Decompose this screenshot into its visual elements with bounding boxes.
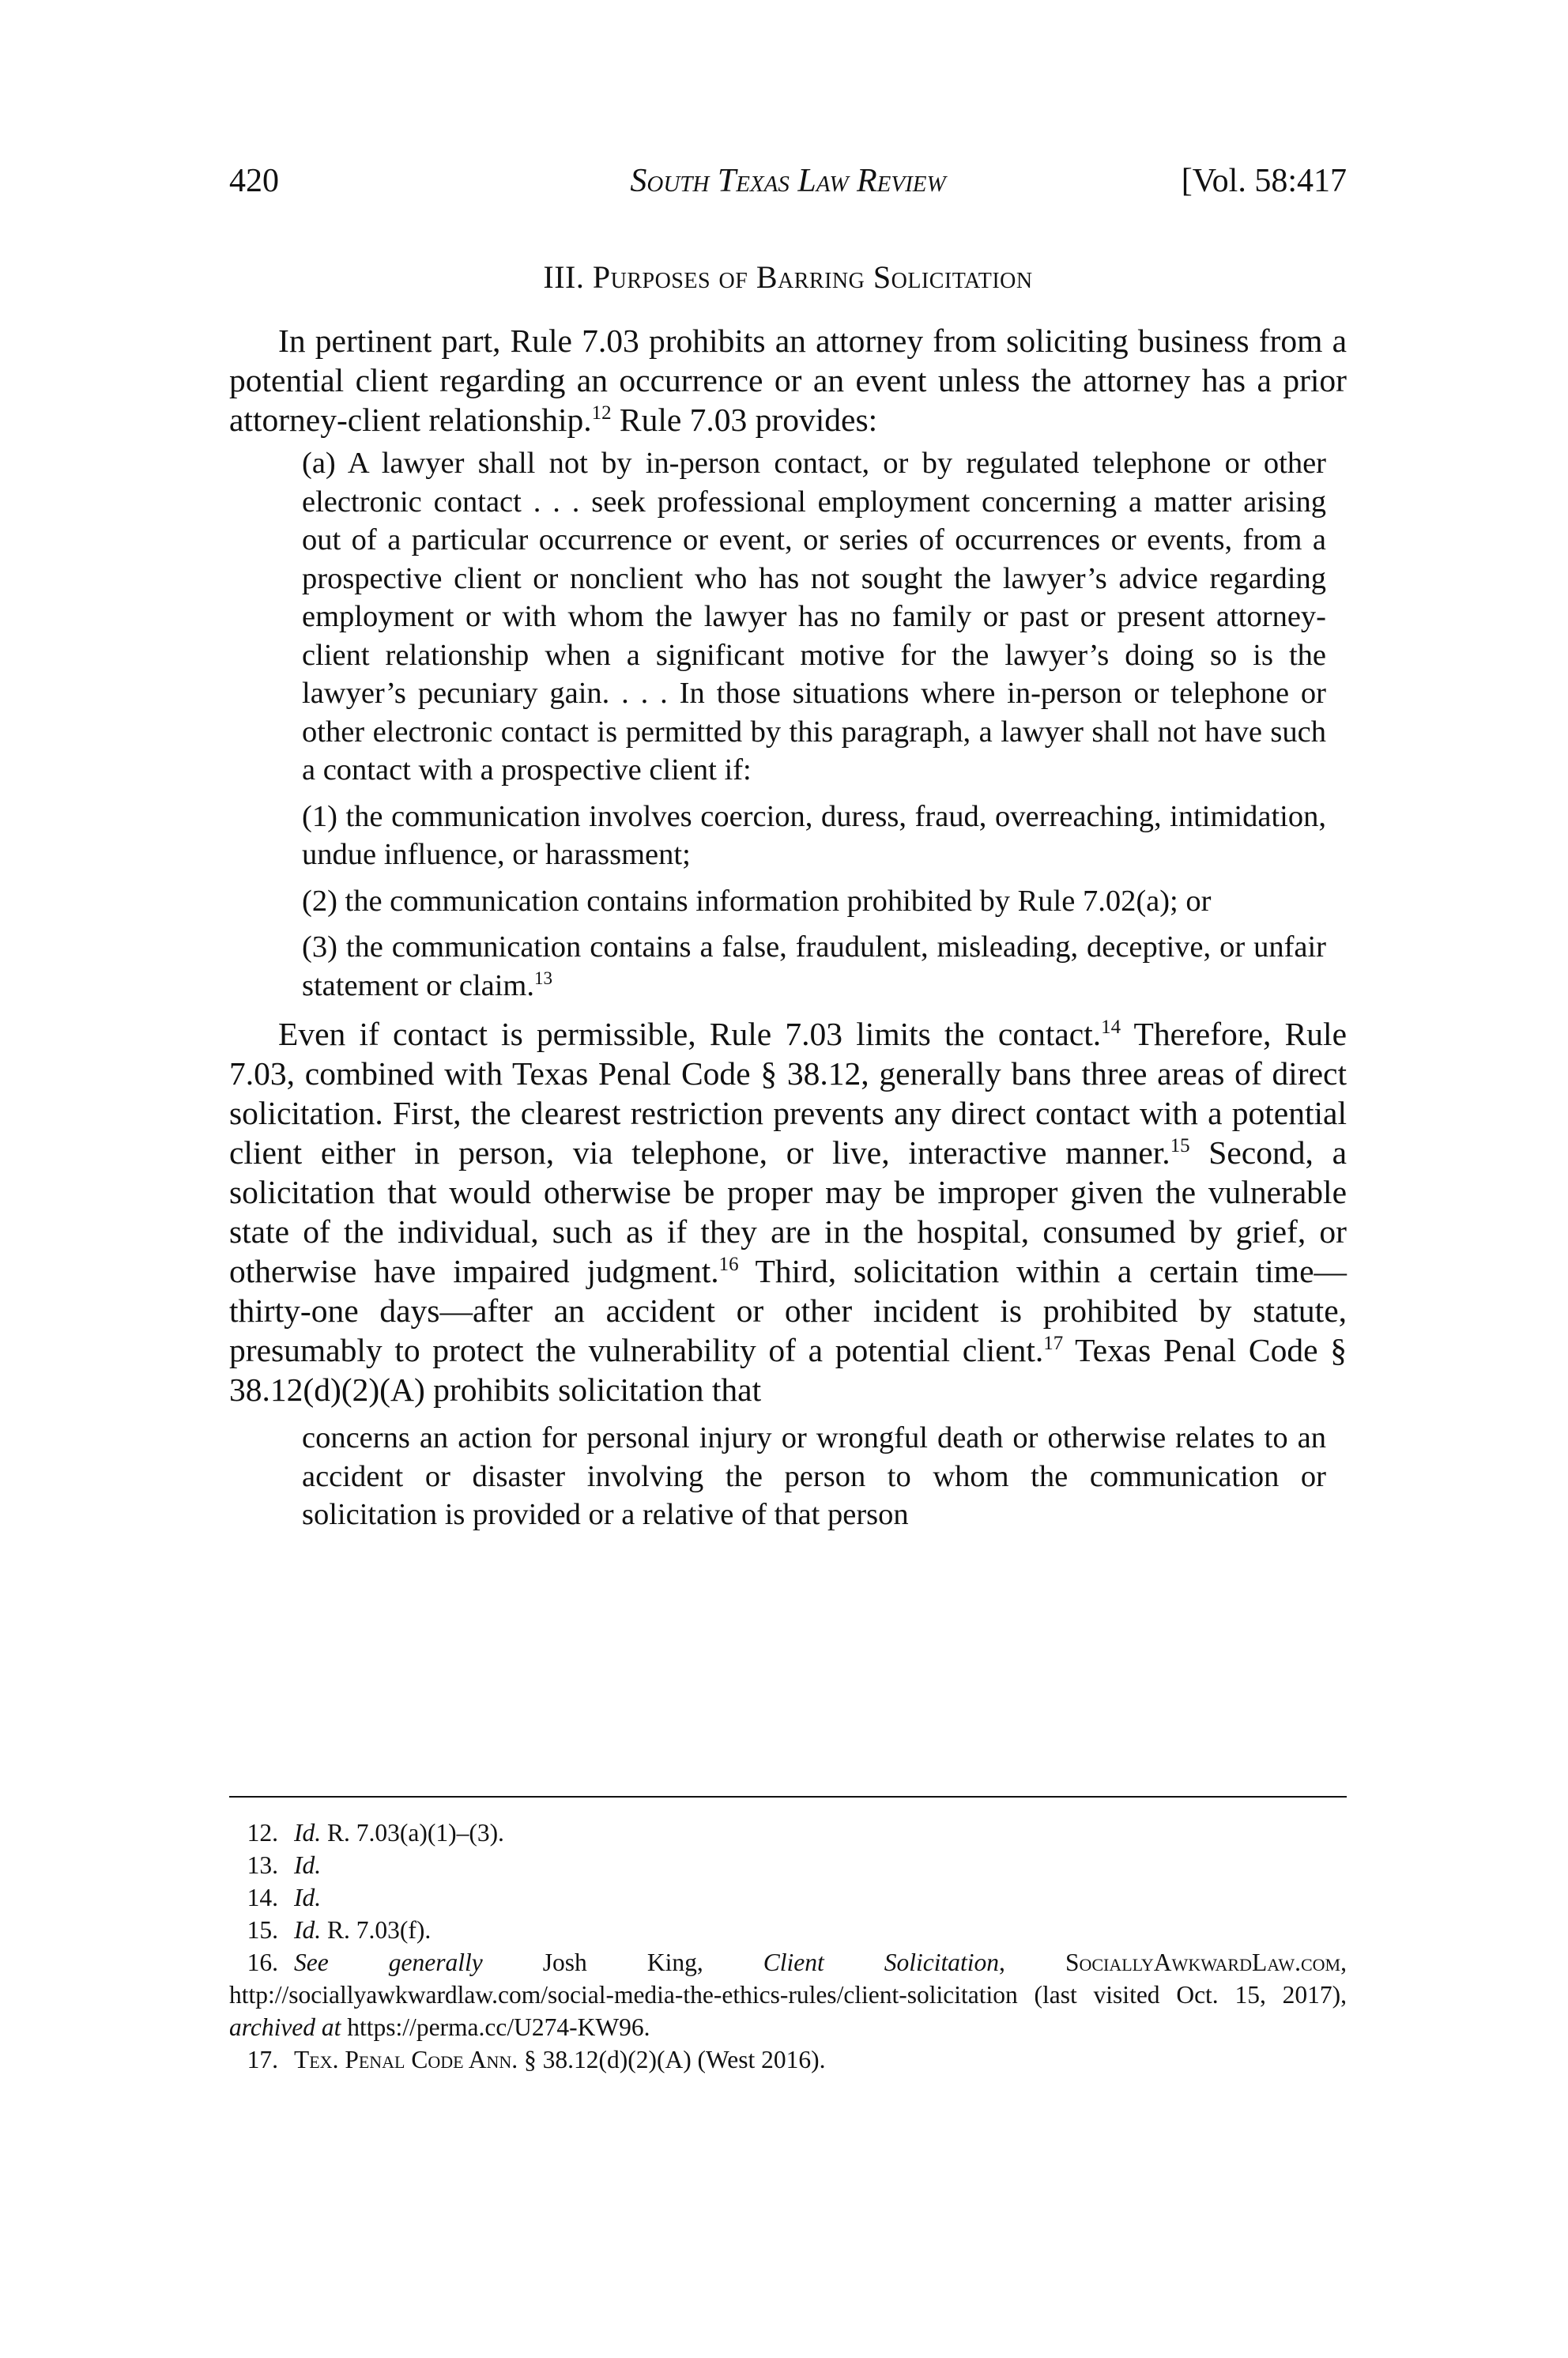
footnote-text: See generally (294, 1949, 483, 1976)
footnote-text: Id. (294, 1884, 322, 1911)
volume-citation: [Vol. 58:417 (1181, 163, 1347, 199)
footnote-12 (229, 1817, 1347, 1849)
para2-text-d: Third, solicitation within a certain time—thirty-one days—after an accident or other incident is prohibited by statute, presumably to protect the vulnerability of a potential client. (229, 1253, 1347, 1368)
footnote-text: Client Solicitation (763, 1949, 1000, 1976)
footnote-text: archived at (229, 2013, 341, 2041)
footnote-number: 12. (247, 1819, 278, 1847)
footnote-divider (229, 1796, 1347, 1798)
footnote-ref-15: 15 (1170, 1135, 1190, 1157)
footnote-13 (229, 1849, 1347, 1881)
footnotes (229, 1817, 1347, 2076)
footnote-number: 15. (247, 1916, 278, 1944)
footnote-text: , (999, 1949, 1065, 1976)
quote-subsection-a: (a) A lawyer shall not by in-person contact, or by regulated telephone or other electronic contact . . . seek professional employment concerning a matter arising out of a particular occurrence or event, or series of occurrences or events, from a prospective client or nonclient who has not sought the lawyer’s advice regarding employment or with whom the lawyer has no family or past or present attorney-client relationship when a significant motive for the lawyer’s doing so is the lawyer’s pecuniary gain. . . . In those situations where in-person or telephone or other electronic contact is permitted by this paragraph, a lawyer shall not have such a contact with a prospective client if: (302, 447, 1326, 787)
footnote-text: R. 7.03(f). (321, 1916, 432, 1944)
footnote-ref-17: 17 (1043, 1333, 1064, 1355)
footnote-ref-14: 14 (1101, 1017, 1121, 1039)
quote-item-3-text: (3) the communication contains a false, fraudulent, misleading, deceptive, or unfair statement or claim. (302, 930, 1326, 1002)
block-quote-penal-code (302, 1419, 1326, 1534)
footnote-number: 13. (247, 1851, 278, 1879)
footnote-14 (229, 1881, 1347, 1914)
journal-title: South Texas Law Review (630, 163, 946, 199)
para2-text-e: Texas Penal Code § 38.12(d)(2)(A) prohibits solicitation that (229, 1332, 1347, 1408)
penal-code-quote: concerns an action for personal injury or wrongful death or otherwise relates to an accident or disaster involving the person to whom the communication or solicitation is provided or a relative of that person (302, 1421, 1326, 1531)
footnote-text: https://perma.cc/U274-KW96. (341, 2013, 650, 2041)
footnote-ref-16: 16 (718, 1254, 739, 1276)
footnote-number: 16. (247, 1949, 278, 1976)
para2-text-b: Therefore, Rule 7.03, combined with Texas Penal Code § 38.12, generally bans three areas of direct solicitation. First, the clearest restriction prevents any direct contact with a potential client either in person, via telephone, or live, interactive manner. (229, 1016, 1347, 1171)
footnote-text: Id. (294, 1916, 322, 1944)
footnote-text: , http://sociallyawkwardlaw.com/social-media-the-ethics-rules/client-solicitation (last visited Oct. 15, 2017), (229, 1949, 1347, 2009)
body-paragraph-1 (229, 321, 1347, 440)
footnote-text: Tex. Penal Code Ann. (294, 2046, 518, 2073)
page (229, 162, 1347, 1534)
footnote-text: Id. (294, 1851, 322, 1879)
footnote-15 (229, 1914, 1347, 1946)
block-quote-rule-703 (302, 444, 1326, 1005)
para2-text-a: Even if contact is permissible, Rule 7.03 limits the contact. (278, 1016, 1102, 1052)
footnote-ref-13: 13 (534, 967, 553, 988)
footnote-number: 17. (247, 2046, 278, 2073)
body-paragraph-2 (229, 1014, 1347, 1409)
footnote-16 (229, 1946, 1347, 2043)
footnote-text: Id. (294, 1819, 322, 1847)
footnote-ref-12: 12 (591, 402, 612, 424)
footnote-number: 14. (247, 1884, 278, 1911)
quote-item-1: (1) the communication involves coercion, duress, fraud, overreaching, intimidation, undue influence, or harassment; (302, 799, 1326, 871)
para1-text-b: Rule 7.03 provides: (611, 402, 878, 438)
running-header (229, 162, 1347, 209)
footnote-17 (229, 2043, 1347, 2076)
quote-item-2: (2) the communication contains information prohibited by Rule 7.02(a); or (302, 884, 1212, 918)
footnote-text: § 38.12(d)(2)(A) (West 2016). (518, 2046, 826, 2073)
footnote-text: Josh King, (482, 1949, 763, 1976)
para2-text-c: Second, a solicitation that would otherwise be proper may be improper given the vulnerable state of the individual, such as if they are in the hospital, consumed by grief, or otherwise have impaired judgment. (229, 1134, 1347, 1289)
footnote-text: SociallyAwkwardLaw.com (1065, 1949, 1341, 1976)
quote-item-3 (302, 928, 1326, 1005)
footnote-text: R. 7.03(a)(1)–(3). (321, 1819, 504, 1847)
page-number: 420 (229, 163, 279, 199)
section-heading: III. Purposes of Barring Solicitation (543, 259, 1033, 295)
para1-text-a: In pertinent part, Rule 7.03 prohibits an attorney from soliciting business from a potential client regarding an occurrence or an event unless the attorney has a prior attorney-client relationship. (229, 323, 1347, 438)
